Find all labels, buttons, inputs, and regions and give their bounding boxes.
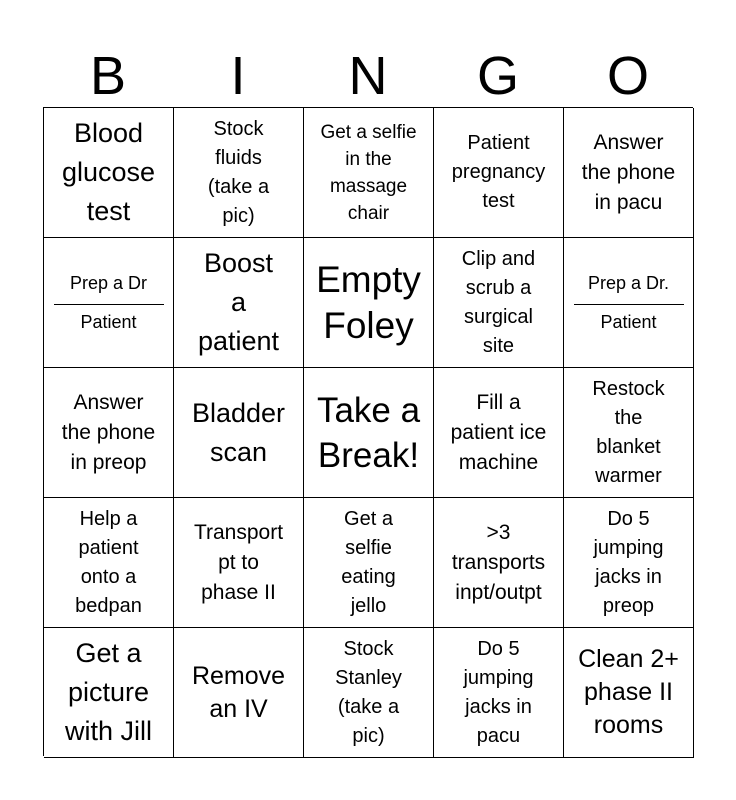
cell-text: Prep a Dr. [587, 273, 670, 293]
cell-text: >3 transports inpt/outpt [451, 520, 546, 604]
cell-text: Stock fluids (take a pic) [207, 117, 270, 227]
cell-subtext: Patient [600, 312, 657, 332]
bingo-cell[interactable] [434, 238, 564, 368]
cell-text: Boost a patient [197, 248, 280, 356]
bingo-cell[interactable] [44, 368, 174, 498]
bingo-cell[interactable] [304, 628, 434, 758]
cell-text: Blood glucose test [61, 118, 156, 226]
bingo-cell[interactable] [434, 108, 564, 238]
cell-text: Prep a Dr [69, 273, 148, 293]
bingo-cell[interactable] [304, 238, 434, 368]
cell-text: Get a selfie in the massage chair [320, 121, 417, 224]
bingo-cell[interactable] [434, 628, 564, 758]
cell-text: Answer the phone in preop [61, 390, 156, 474]
cell-subtext: Patient [80, 312, 137, 332]
header-letter-g: G [476, 46, 519, 106]
cell-text: Clean 2+ phase II rooms [578, 645, 679, 739]
blank-line [54, 304, 164, 305]
cell-text: Get a picture with Jill [64, 638, 152, 746]
bingo-cell[interactable] [434, 368, 564, 498]
cell-text: Stock Stanley (take a pic) [335, 637, 402, 747]
bingo-cell[interactable] [174, 368, 304, 498]
bingo-cell[interactable] [174, 108, 304, 238]
header-letter-n: N [348, 46, 388, 106]
bingo-cell[interactable] [174, 238, 304, 368]
blank-line [574, 304, 684, 305]
bingo-cell[interactable] [304, 368, 434, 498]
bingo-cell[interactable] [44, 108, 174, 238]
bingo-cell[interactable] [564, 108, 694, 238]
cell-text: Bladder scan [191, 397, 286, 467]
header-letter-o: O [606, 46, 649, 106]
bingo-cell[interactable] [174, 628, 304, 758]
bingo-cell[interactable] [564, 498, 694, 628]
cell-text: Help a patient onto a bedpan [75, 507, 142, 617]
cell-text: Patient pregnancy test [451, 132, 546, 212]
cell-text: Remove an IV [191, 661, 286, 723]
cell-text: Empty Foley [316, 258, 421, 346]
bingo-cell[interactable] [564, 238, 694, 368]
cell-text: Answer the phone in pacu [581, 130, 676, 214]
cell-text: Get a selfie eating jello [341, 507, 396, 617]
bingo-cell[interactable] [174, 498, 304, 628]
bingo-cell[interactable] [304, 498, 434, 628]
cell-fraction [574, 272, 684, 333]
bingo-cell[interactable] [564, 628, 694, 758]
cell-text: Clip and scrub a surgical site [461, 247, 536, 357]
cell-text: Do 5 jumping jacks in preop [593, 507, 664, 617]
header-letter-b: B [89, 46, 127, 106]
cell-text: Fill a patient ice machine [450, 390, 547, 474]
bingo-cell[interactable] [44, 498, 174, 628]
bingo-cell[interactable] [44, 238, 174, 368]
bingo-cell[interactable] [304, 108, 434, 238]
cell-text: Take a Break! [316, 390, 421, 475]
cell-text: Do 5 jumping jacks in pacu [463, 637, 534, 747]
cell-fraction [54, 272, 164, 333]
bingo-cell[interactable] [434, 498, 564, 628]
cell-text: Restock the blanket warmer [592, 377, 665, 487]
bingo-cell[interactable] [44, 628, 174, 758]
bingo-card [43, 107, 693, 756]
cell-text: Transport pt to phase II [193, 520, 284, 604]
bingo-cell[interactable] [564, 368, 694, 498]
bingo-header [43, 44, 693, 108]
header-letter-i: I [230, 46, 246, 106]
